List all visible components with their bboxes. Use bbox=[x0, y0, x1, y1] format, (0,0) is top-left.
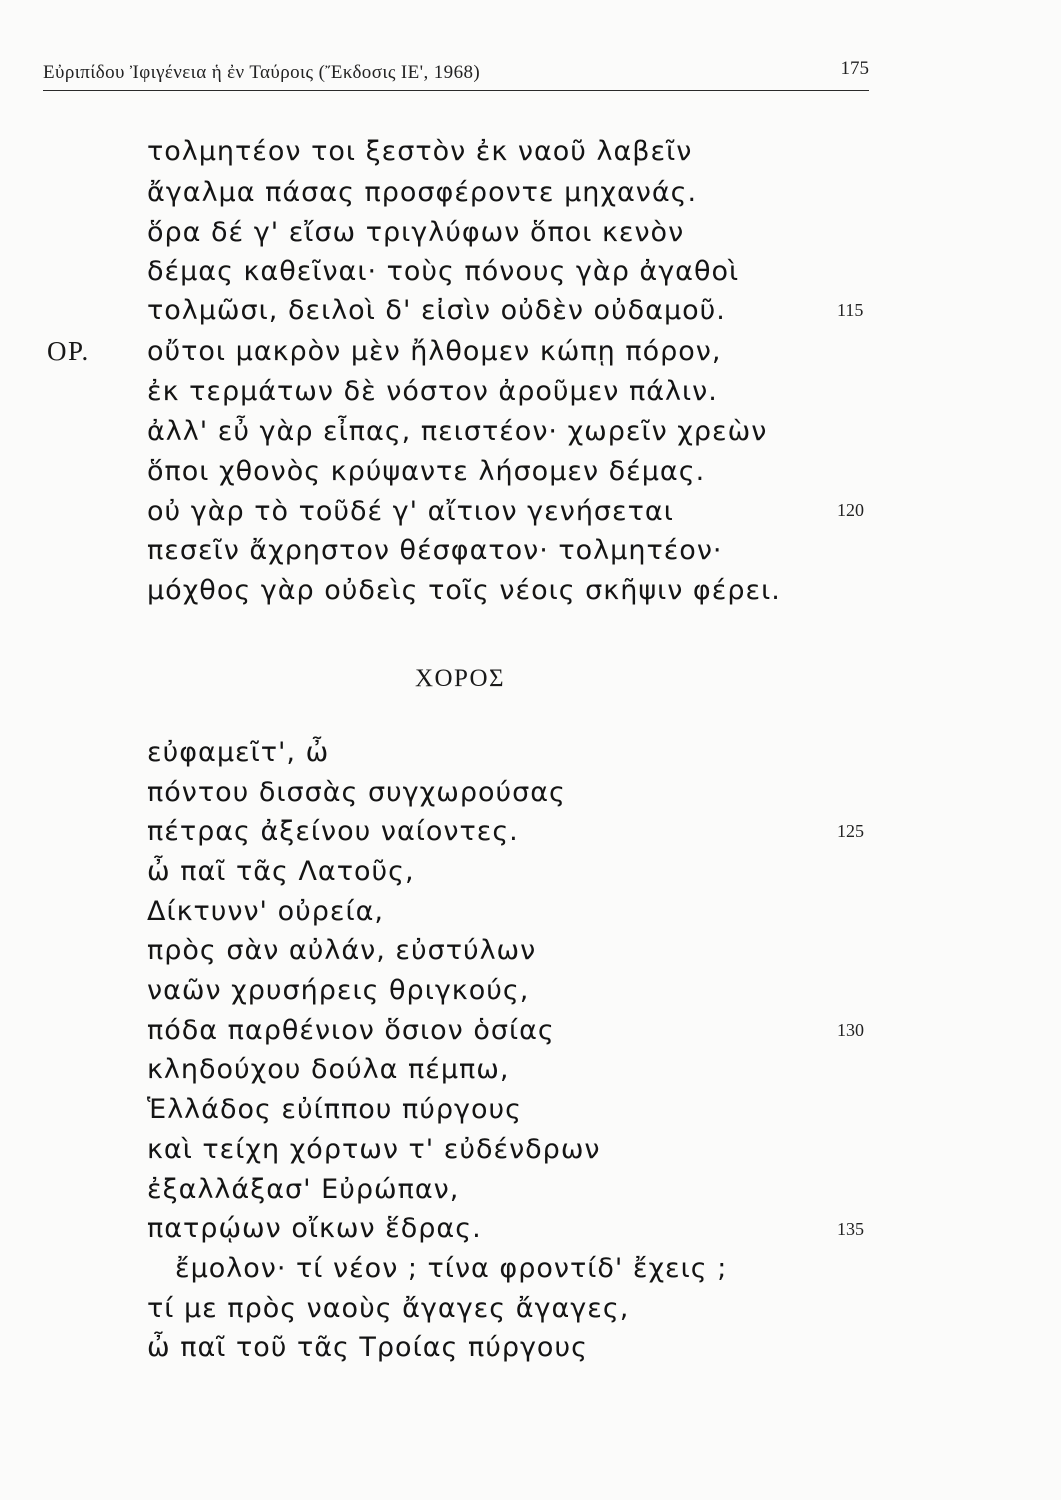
section-heading: ΧΟΡΟΣ bbox=[414, 665, 506, 692]
verse-line: τολμῶσι, δειλοὶ δ' εἰσὶν οὐδὲν οὐδαμοῦ. bbox=[147, 295, 726, 326]
verse-line: οὔτοι μακρὸν μὲν ἤλθομεν κώπῃ πόρον, bbox=[147, 336, 722, 367]
verse-line: ὦ παῖ τᾶς Λατοῦς, bbox=[147, 856, 415, 887]
speaker-label: ΟΡ. bbox=[47, 336, 90, 366]
line-number: 120 bbox=[837, 500, 864, 520]
verse-line: πεσεῖν ἄχρηστον θέσφατον· τολμητέον· bbox=[147, 535, 723, 566]
verse-line: Δίκτυνν' οὐρεία, bbox=[147, 896, 384, 927]
verse-line: ἄγαλμα πάσας προσφέροντε μηχανάς. bbox=[147, 177, 698, 208]
page-number: 175 bbox=[840, 58, 869, 79]
verse-line: ἐξαλλάξασ' Εὐρώπαν, bbox=[147, 1174, 460, 1205]
verse-line: ἐκ τερμάτων δὲ νόστον ἀροῦμεν πάλιν. bbox=[147, 376, 718, 407]
line-number: 135 bbox=[837, 1219, 864, 1239]
verse-line: εὐφαμεῖτ', ὦ bbox=[147, 737, 330, 768]
verse-line: κληδούχου δούλα πέμπω, bbox=[147, 1054, 510, 1085]
verse-line: πόντου δισσὰς συγχωρούσας bbox=[147, 777, 566, 808]
running-head bbox=[43, 58, 869, 91]
verse-line: πέτρας ἀξείνου ναίοντες. bbox=[147, 816, 519, 847]
line-number: 115 bbox=[837, 300, 864, 320]
verse-line: οὐ γὰρ τὸ τοῦδέ γ' αἴτιον γενήσεται bbox=[147, 496, 674, 527]
verse-line: ὅρα δέ γ' εἴσω τριγλύφων ὅποι κενὸν bbox=[147, 217, 685, 248]
verse-line: πόδα παρθένιον ὅσιον ὁσίας bbox=[147, 1015, 555, 1046]
verse-line: καὶ τείχη χόρτων τ' εὐδένδρων bbox=[147, 1134, 601, 1165]
verse-line: ναῶν χρυσήρεις θριγκούς, bbox=[147, 975, 530, 1006]
verse-line: ὦ παῖ τοῦ τᾶς Τροίας πύργους bbox=[147, 1332, 588, 1363]
line-number: 125 bbox=[837, 821, 864, 841]
verse-line: πρὸς σὰν αὐλάν, εὐστύλων bbox=[147, 935, 537, 966]
verse-line: μόχθος γὰρ οὐδεὶς τοῖς νέοις σκῆψιν φέρει. bbox=[147, 575, 781, 606]
verse-line: ἀλλ' εὖ γὰρ εἶπας, πειστέον· χωρεῖν χρεὼν bbox=[147, 416, 768, 447]
verse-line: τί με πρὸς ναοὺς ἄγαγες ἄγαγες, bbox=[147, 1293, 630, 1324]
verse-line: πατρῴων οἴκων ἕδρας. bbox=[147, 1213, 482, 1244]
verse-line: ἔμολον· τί νέον ; τίνα φροντίδ' ἔχεις ; bbox=[175, 1253, 728, 1284]
verse-line: δέμας καθεῖναι· τοὺς πόνους γὰρ ἀγαθοὶ bbox=[147, 256, 740, 287]
line-number: 130 bbox=[837, 1020, 864, 1040]
verse-line: τολμητέον τοι ξεστὸν ἐκ ναοῦ λαβεῖν bbox=[147, 136, 693, 167]
verse-line: Ἑλλάδος εὐίππου πύργους bbox=[147, 1094, 522, 1125]
running-title: Εὐριπίδου Ἰφιγένεια ἡ ἐν Ταύροις (Ἔκδοσις ΙΕ', 1968) bbox=[43, 62, 481, 83]
verse-line: ὅποι χθονὸς κρύψαντε λήσομεν δέμας. bbox=[147, 456, 706, 487]
